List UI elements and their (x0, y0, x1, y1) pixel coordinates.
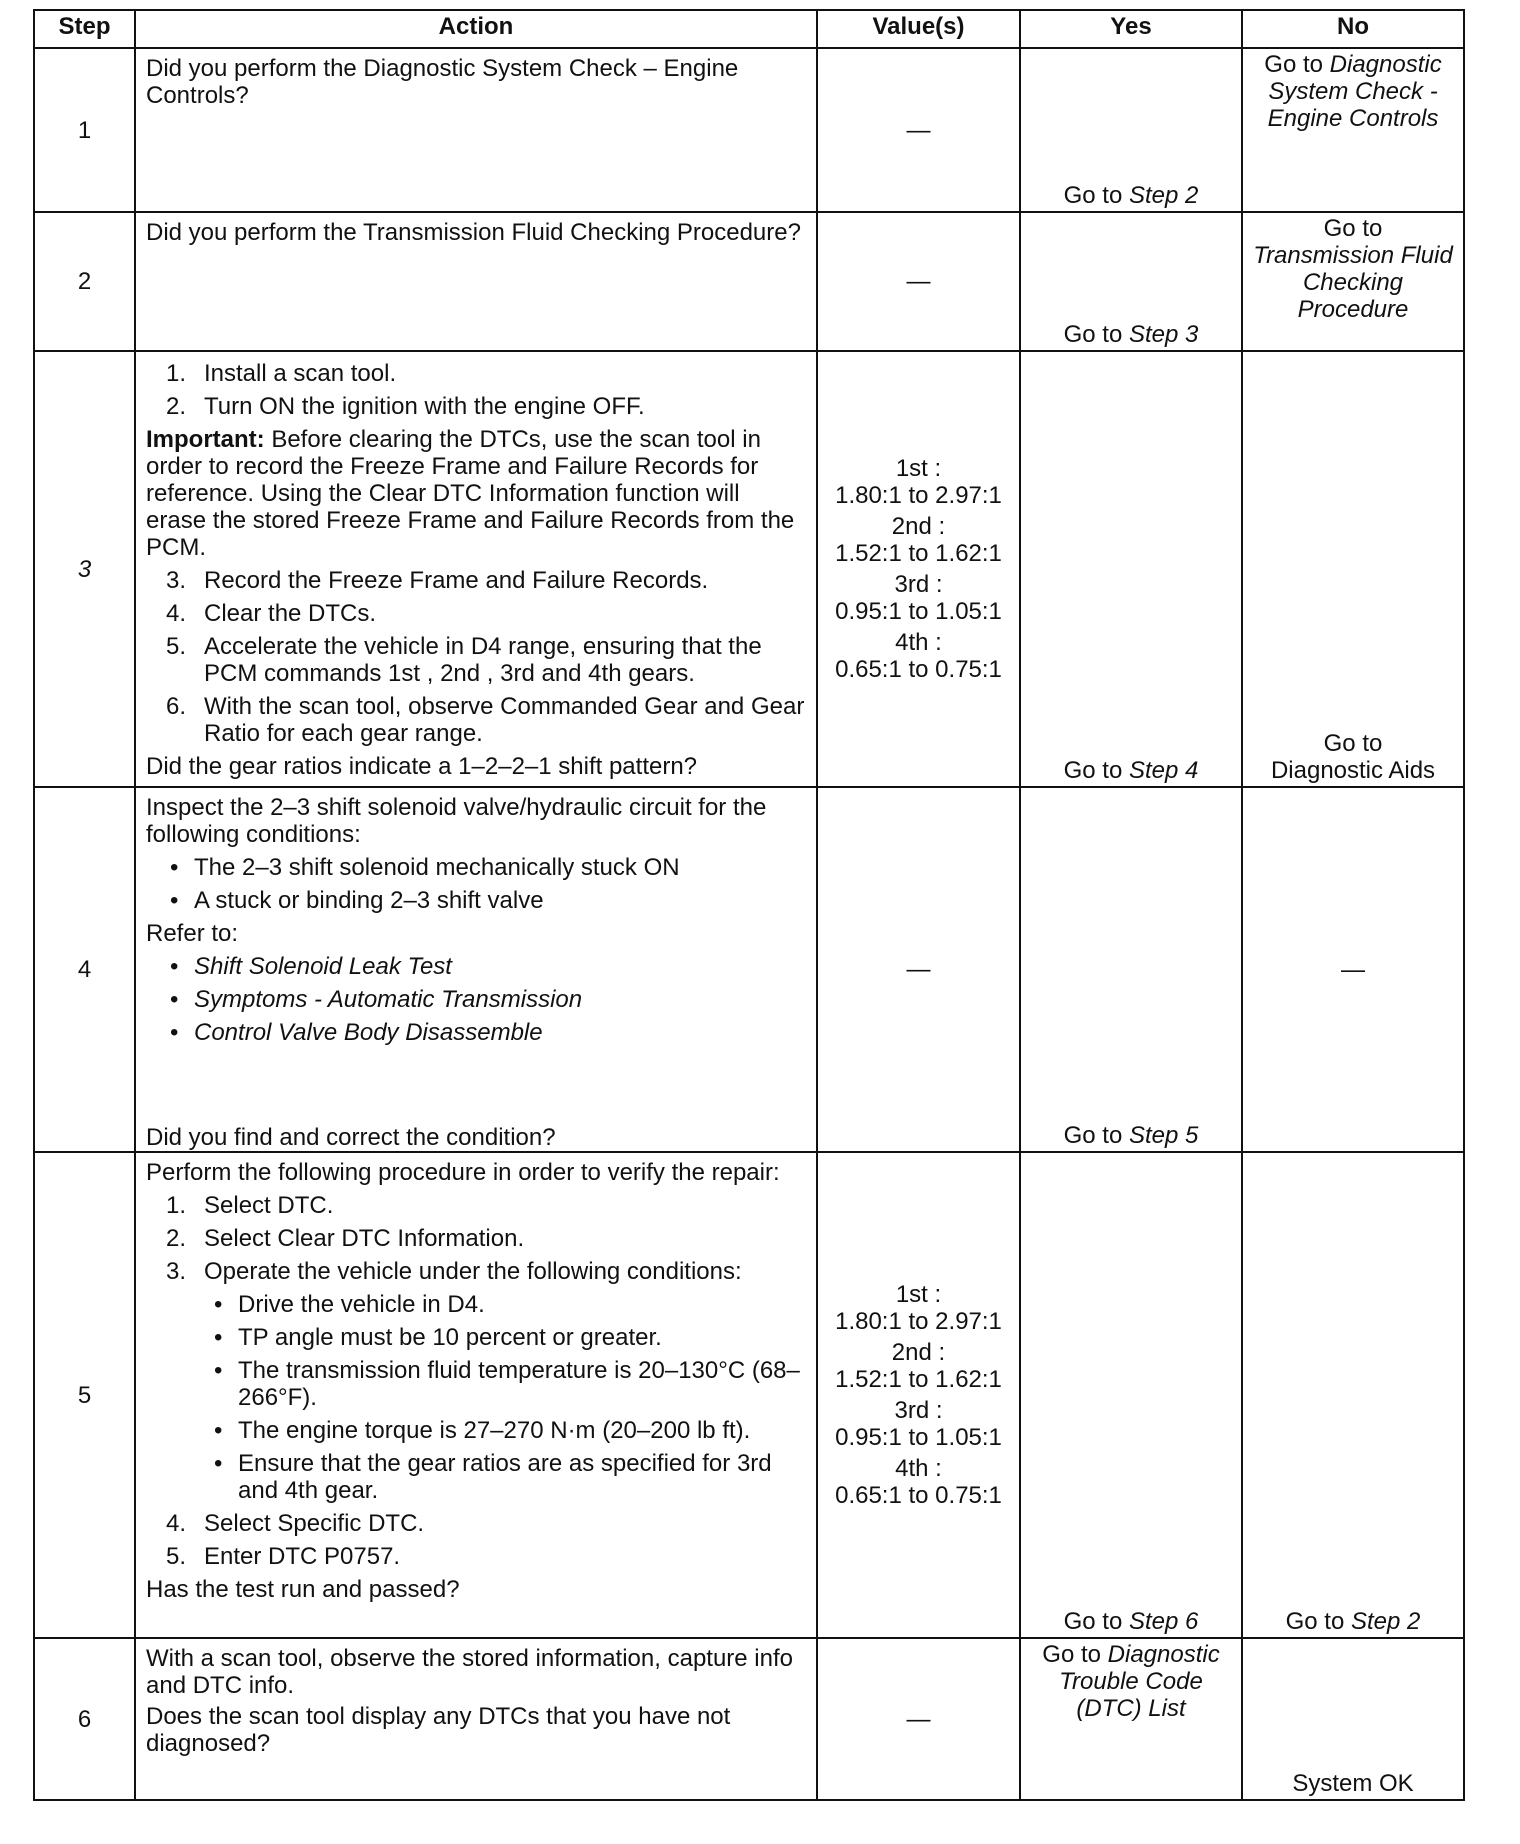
gear-ratio: 2nd : 1.52:1 to 1.62:1 (835, 513, 1002, 567)
no-value: — (1341, 956, 1365, 983)
action-cell (135, 1152, 817, 1638)
list-item: 5. Accelerate the vehicle in D4 range, ensuring that the PCM commands 1st , 2nd , 3rd and 4th gears. (166, 633, 762, 687)
step-number: 2 (34, 212, 135, 351)
procedure-list (146, 1510, 806, 1570)
yes-cell (1020, 787, 1242, 1152)
yes-cell (1020, 351, 1242, 787)
value-cell: — (817, 48, 1020, 212)
action-intro: Inspect the 2–3 shift solenoid valve/hydraulic circuit for the following conditions: (146, 794, 767, 848)
header-row (34, 10, 1464, 48)
yes-cell (1020, 1152, 1242, 1638)
header-values: Value(s) (817, 10, 1020, 48)
gear-ratio: 1st : 1.80:1 to 2.97:1 (835, 1281, 1002, 1335)
reference-list (146, 953, 806, 1046)
no-link[interactable]: Go to Transmission Fluid Checking Procedure (1253, 215, 1453, 323)
yes-link[interactable]: Go to Diagnostic Trouble Code (DTC) List (1042, 1641, 1220, 1722)
gear-ratio: 3rd : 0.95:1 to 1.05:1 (835, 571, 1002, 625)
list-item: • A stuck or binding 2–3 shift valve (146, 887, 806, 914)
value-cell (817, 351, 1020, 787)
step-number: 1 (34, 48, 135, 212)
no-result: System OK (1292, 1770, 1414, 1797)
conditions-list (146, 1291, 806, 1504)
list-item: 3. Record the Freeze Frame and Failure Records. (166, 567, 709, 594)
reference-link[interactable]: • Control Valve Body Disassemble (146, 1019, 806, 1046)
yes-cell (1020, 48, 1242, 212)
gear-ratio: 4th : 0.65:1 to 0.75:1 (835, 629, 1002, 683)
action-cell (135, 351, 817, 787)
no-cell (1242, 1638, 1464, 1800)
list-item: • The 2–3 shift solenoid mechanically stuck ON (146, 854, 806, 881)
step-number: 5 (34, 1152, 135, 1638)
no-cell (1242, 212, 1464, 351)
procedure-list (146, 567, 806, 747)
header-no: No (1242, 10, 1464, 48)
action-cell (135, 787, 817, 1152)
list-item: • The engine torque is 27–270 N·m (20–200 lb ft). (146, 1417, 806, 1444)
refer-label: Refer to: (146, 920, 239, 947)
list-item: 5. Enter DTC P0757. (166, 1543, 401, 1570)
no-cell (1242, 1152, 1464, 1638)
value-cell: — (817, 212, 1020, 351)
list-item: • The transmission fluid temperature is 20–130°C (68–266°F). (146, 1357, 806, 1411)
procedure-list (146, 1192, 806, 1285)
list-item: 3. Operate the vehicle under the following conditions: (166, 1258, 742, 1285)
diagnostic-table (33, 9, 1465, 1801)
gear-ratio: 3rd : 0.95:1 to 1.05:1 (835, 1397, 1002, 1451)
action-text: Did you perform the Transmission Fluid Checking Procedure? (146, 219, 801, 246)
list-item: • TP angle must be 10 percent or greater. (146, 1324, 806, 1351)
yes-link[interactable]: Go to Step 6 (1063, 1608, 1199, 1635)
gear-ratio: 2nd : 1.52:1 to 1.62:1 (835, 1339, 1002, 1393)
list-item: 1. Select DTC. (166, 1192, 334, 1219)
procedure-list (146, 360, 806, 420)
list-item: • Drive the vehicle in D4. (146, 1291, 806, 1318)
yes-cell (1020, 212, 1242, 351)
no-cell (1242, 787, 1464, 1152)
yes-link[interactable]: Go to Step 2 (1063, 182, 1199, 209)
list-item: 2. Turn ON the ignition with the engine OFF. (166, 393, 645, 420)
yes-link[interactable]: Go to Step 3 (1063, 321, 1199, 348)
question: Does the scan tool display any DTCs that you have not diagnosed? (146, 1703, 731, 1757)
list-item: 1. Install a scan tool. (166, 360, 397, 387)
value-cell: — (817, 787, 1020, 1152)
header-action: Action (135, 10, 817, 48)
no-cell (1242, 48, 1464, 212)
important-note: Important: Before clearing the DTCs, use the scan tool in order to record the Freeze Frame and Failure Records for reference. Using the Clear DTC Information function will erase the stored Freeze Frame and Failure Records from the PCM. (146, 426, 795, 561)
table-row-step-2 (34, 212, 1464, 351)
action-text: With a scan tool, observe the stored information, capture info and DTC info. (146, 1645, 794, 1699)
step-number: 4 (34, 787, 135, 1152)
conditions-list (146, 854, 806, 914)
no-cell (1242, 351, 1464, 787)
table-row-step-1 (34, 48, 1464, 212)
action-text: Did you perform the Diagnostic System Check – Engine Controls? (146, 55, 739, 109)
table-row-step-4 (34, 787, 1464, 1152)
header-step: Step (34, 10, 135, 48)
no-link[interactable]: Go to Diagnostic Aids (1270, 730, 1436, 784)
question: Has the test run and passed? (146, 1576, 460, 1603)
table-row-step-6 (34, 1638, 1464, 1800)
header-yes: Yes (1020, 10, 1242, 48)
yes-link[interactable]: Go to Step 5 (1063, 1122, 1199, 1149)
list-item: 4. Select Specific DTC. (166, 1510, 425, 1537)
question: Did the gear ratios indicate a 1–2–2–1 shift pattern? (146, 753, 698, 780)
value-cell (817, 1152, 1020, 1638)
action-cell (135, 212, 817, 351)
reference-link[interactable]: • Symptoms - Automatic Transmission (146, 986, 806, 1013)
value-cell: — (817, 1638, 1020, 1800)
yes-cell (1020, 1638, 1242, 1800)
list-item: • Ensure that the gear ratios are as specified for 3rd and 4th gear. (146, 1450, 806, 1504)
action-intro: Perform the following procedure in order to verify the repair: (146, 1159, 780, 1186)
yes-link[interactable]: Go to Step 4 (1063, 757, 1199, 784)
gear-ratio: 4th : 0.65:1 to 0.75:1 (835, 1455, 1002, 1509)
action-cell (135, 1638, 817, 1800)
list-item: 6. With the scan tool, observe Commanded Gear and Gear Ratio for each gear range. (166, 693, 805, 747)
list-item: 4. Clear the DTCs. (166, 600, 377, 627)
step-number: 3 (34, 351, 135, 787)
action-cell (135, 48, 817, 212)
no-link[interactable]: Go to Diagnostic System Check - Engine Controls (1264, 51, 1442, 132)
step-number: 6 (34, 1638, 135, 1800)
no-link[interactable]: Go to Step 2 (1285, 1608, 1421, 1635)
list-item: 2. Select Clear DTC Information. (166, 1225, 525, 1252)
question: Did you find and correct the condition? (146, 1124, 556, 1151)
table-row-step-3 (34, 351, 1464, 787)
gear-ratio: 1st : 1.80:1 to 2.97:1 (835, 455, 1002, 509)
table-row-step-5 (34, 1152, 1464, 1638)
reference-link[interactable]: • Shift Solenoid Leak Test (146, 953, 806, 980)
